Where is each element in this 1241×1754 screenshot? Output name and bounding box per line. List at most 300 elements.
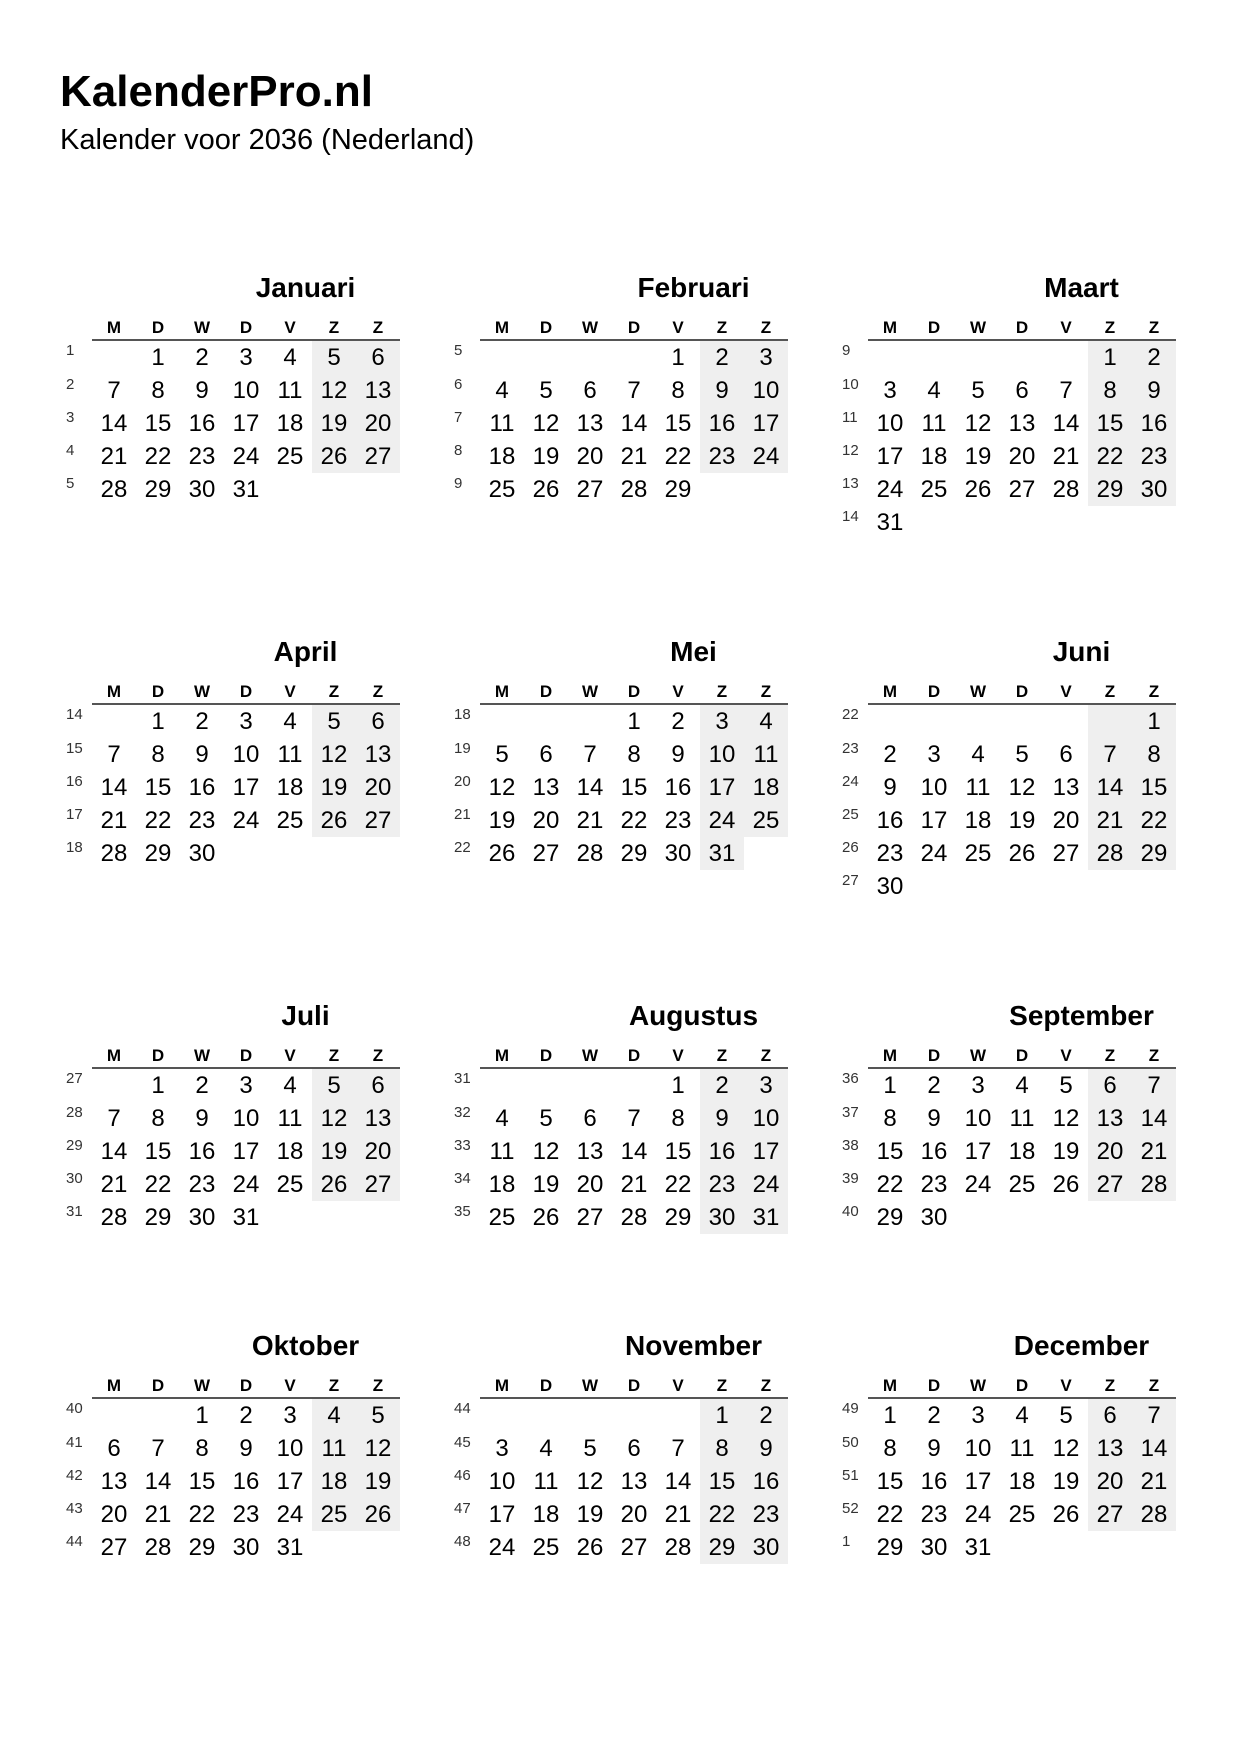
- empty-day: [1044, 870, 1088, 903]
- empty-day: [956, 1201, 1000, 1234]
- week-row: [836, 473, 1176, 506]
- day: 9: [195, 740, 209, 768]
- weekend-day: 15: [700, 1465, 744, 1498]
- week-row: [448, 1068, 788, 1102]
- weekend-day: 12: [312, 1102, 356, 1135]
- weekday-header: D: [612, 317, 656, 340]
- day: 30: [664, 839, 692, 867]
- week-row: [448, 1465, 788, 1498]
- weekday-header: W: [180, 1045, 224, 1068]
- day: 16: [188, 1137, 216, 1165]
- day: 4: [539, 1434, 553, 1462]
- day: 1: [151, 707, 165, 735]
- week-number: 33: [454, 1137, 471, 1154]
- month-title: Maart: [1044, 272, 1119, 303]
- weekend-day: 5: [312, 704, 356, 738]
- day: 13: [532, 773, 560, 801]
- day: 22: [144, 442, 172, 470]
- weekend-day: 3: [700, 704, 744, 738]
- weekday-header: V: [656, 1375, 700, 1398]
- day: 30: [920, 1533, 948, 1561]
- week-row: [448, 1398, 788, 1432]
- week-number: 39: [842, 1170, 859, 1187]
- weekday-header: D: [612, 1375, 656, 1398]
- day: 24: [876, 475, 904, 503]
- empty-day: [612, 1068, 656, 1102]
- day: 17: [920, 806, 948, 834]
- week-row: [448, 804, 788, 837]
- day: 14: [664, 1467, 692, 1495]
- weekday-header: Z: [356, 681, 400, 704]
- week-number: 45: [454, 1434, 471, 1451]
- day: 10: [964, 1104, 992, 1132]
- week-row: [60, 340, 400, 374]
- day: 12: [532, 409, 560, 437]
- weekday-header: M: [92, 1375, 136, 1398]
- empty-day: [268, 1201, 312, 1234]
- day: 8: [671, 376, 685, 404]
- week-row: [60, 473, 400, 506]
- empty-day: [1044, 1531, 1088, 1564]
- day: 19: [964, 442, 992, 470]
- day: 10: [876, 409, 904, 437]
- day: 28: [144, 1533, 172, 1561]
- day: 6: [1059, 740, 1073, 768]
- week-row: [448, 340, 788, 374]
- month-title: Augustus: [628, 1000, 759, 1031]
- weekend-day: 6: [356, 1068, 400, 1102]
- day: 6: [627, 1434, 641, 1462]
- weekend-day: 2: [700, 1068, 744, 1102]
- day: 9: [195, 1104, 209, 1132]
- empty-day: [312, 837, 356, 870]
- weekend-day: 19: [312, 771, 356, 804]
- month-table: [448, 1375, 788, 1564]
- week-row: [60, 1068, 400, 1102]
- day: 19: [1052, 1467, 1080, 1495]
- day: 4: [495, 376, 509, 404]
- day: 18: [488, 442, 516, 470]
- day: 29: [144, 475, 172, 503]
- day: 9: [927, 1104, 941, 1132]
- weekend-day: 16: [744, 1465, 788, 1498]
- weekday-header: W: [568, 1045, 612, 1068]
- week-number: 4: [66, 442, 75, 459]
- day: 8: [195, 1434, 209, 1462]
- weekend-day: 2: [700, 340, 744, 374]
- weekend-day: 26: [312, 1168, 356, 1201]
- day: 3: [927, 740, 941, 768]
- weekday-header: V: [656, 1045, 700, 1068]
- weekday-header: M: [480, 317, 524, 340]
- day: 22: [144, 806, 172, 834]
- weekday-header: D: [136, 317, 180, 340]
- weekday-header: D: [1000, 681, 1044, 704]
- empty-day: [268, 473, 312, 506]
- weekday-header: M: [868, 317, 912, 340]
- day: 28: [1052, 475, 1080, 503]
- day: 9: [927, 1434, 941, 1462]
- day: 12: [576, 1467, 604, 1495]
- weekday-header: Z: [700, 317, 744, 340]
- weekend-day: 9: [744, 1432, 788, 1465]
- week-row: [60, 1432, 400, 1465]
- empty-day: [1088, 870, 1132, 903]
- week-row: [60, 374, 400, 407]
- day: 4: [971, 740, 985, 768]
- day: 23: [876, 839, 904, 867]
- week-number: 43: [66, 1500, 83, 1517]
- day: 20: [576, 1170, 604, 1198]
- day: 18: [1008, 1137, 1036, 1165]
- day: 29: [664, 1203, 692, 1231]
- weekend-day: 25: [312, 1498, 356, 1531]
- month-title: November: [625, 1330, 762, 1361]
- day: 3: [283, 1401, 297, 1429]
- day: 13: [576, 409, 604, 437]
- weekday-header: D: [612, 681, 656, 704]
- week-number: 27: [842, 872, 859, 889]
- weekday-header: M: [480, 1045, 524, 1068]
- day: 7: [627, 376, 641, 404]
- empty-day: [1088, 506, 1132, 539]
- day: 7: [1059, 376, 1073, 404]
- week-number: 19: [454, 740, 471, 757]
- day: 5: [539, 1104, 553, 1132]
- month-table: [448, 681, 788, 870]
- weekday-header: D: [1000, 1045, 1044, 1068]
- week-number: 30: [66, 1170, 83, 1187]
- weekday-header: Z: [1088, 317, 1132, 340]
- weekend-day: 7: [1088, 738, 1132, 771]
- weekday-header: Z: [700, 681, 744, 704]
- empty-day: [912, 506, 956, 539]
- month-table: [836, 1045, 1176, 1234]
- weekend-day: 23: [700, 1168, 744, 1201]
- day: 6: [583, 1104, 597, 1132]
- day: 27: [576, 475, 604, 503]
- week-row: [448, 374, 788, 407]
- weekend-day: 20: [1088, 1465, 1132, 1498]
- day: 9: [883, 773, 897, 801]
- empty-day: [524, 704, 568, 738]
- weekend-day: 21: [1088, 804, 1132, 837]
- day: 27: [620, 1533, 648, 1561]
- weekday-header: Z: [1088, 681, 1132, 704]
- weekend-day: 31: [744, 1201, 788, 1234]
- day: 5: [1015, 740, 1029, 768]
- month-title: December: [1013, 1330, 1150, 1361]
- week-number: 52: [842, 1500, 859, 1517]
- day: 11: [1009, 1104, 1035, 1132]
- week-row: [836, 1102, 1176, 1135]
- weekend-day: 12: [356, 1432, 400, 1465]
- day: 10: [920, 773, 948, 801]
- day: 15: [188, 1467, 216, 1495]
- day: 17: [876, 442, 904, 470]
- weekday-header: W: [956, 317, 1000, 340]
- week-number: 22: [454, 839, 471, 856]
- week-row: [448, 440, 788, 473]
- day: 3: [239, 707, 253, 735]
- empty-day: [480, 1398, 524, 1432]
- day: 2: [927, 1401, 941, 1429]
- weekday-header: D: [224, 317, 268, 340]
- day: 18: [1008, 1467, 1036, 1495]
- day: 13: [1052, 773, 1080, 801]
- day: 26: [532, 1203, 560, 1231]
- weekend-day: 15: [1088, 407, 1132, 440]
- day: 6: [107, 1434, 121, 1462]
- week-number: 10: [842, 376, 859, 393]
- day: 2: [195, 707, 209, 735]
- day: 16: [920, 1137, 948, 1165]
- day: 3: [239, 343, 253, 371]
- day: 9: [671, 740, 685, 768]
- week-row: [836, 1398, 1176, 1432]
- day: 14: [100, 1137, 128, 1165]
- day: 12: [964, 409, 992, 437]
- week-row: [448, 771, 788, 804]
- weekend-day: 6: [1088, 1068, 1132, 1102]
- week-number-header: [448, 317, 480, 340]
- day: 7: [107, 740, 121, 768]
- week-number: 8: [454, 442, 463, 459]
- empty-day: [956, 704, 1000, 738]
- day: 21: [144, 1500, 172, 1528]
- day: 29: [144, 1203, 172, 1231]
- weekday-header: W: [180, 681, 224, 704]
- empty-day: [312, 473, 356, 506]
- empty-day: [656, 1398, 700, 1432]
- day: 13: [100, 1467, 128, 1495]
- day: 4: [927, 376, 941, 404]
- day: 19: [532, 1170, 560, 1198]
- weekend-day: 13: [356, 1102, 400, 1135]
- day: 1: [671, 343, 685, 371]
- weekday-header: Z: [744, 1375, 788, 1398]
- empty-day: [1088, 1201, 1132, 1234]
- day: 13: [576, 1137, 604, 1165]
- week-number-header: [60, 681, 92, 704]
- week-row: [448, 1135, 788, 1168]
- day: 7: [671, 1434, 685, 1462]
- weekend-day: 28: [1132, 1498, 1176, 1531]
- weekend-day: 23: [700, 440, 744, 473]
- weekday-header: D: [612, 1045, 656, 1068]
- day: 24: [920, 839, 948, 867]
- week-number: 3: [66, 409, 75, 426]
- week-row: [60, 440, 400, 473]
- weekend-day: 11: [312, 1432, 356, 1465]
- day: 11: [277, 740, 303, 768]
- week-row: [836, 440, 1176, 473]
- day: 31: [232, 475, 260, 503]
- weekday-header: Z: [312, 1375, 356, 1398]
- day: 24: [276, 1500, 304, 1528]
- weekend-day: 16: [700, 407, 744, 440]
- day: 15: [664, 409, 692, 437]
- weekend-day: 14: [1088, 771, 1132, 804]
- weekend-day: 27: [1088, 1498, 1132, 1531]
- weekend-day: 21: [1132, 1465, 1176, 1498]
- day: 29: [664, 475, 692, 503]
- empty-day: [1000, 870, 1044, 903]
- day: 27: [100, 1533, 128, 1561]
- weekday-header: Z: [1132, 317, 1176, 340]
- week-number: 31: [454, 1070, 471, 1087]
- day: 28: [100, 839, 128, 867]
- weekday-header: D: [224, 1045, 268, 1068]
- weekday-header: D: [912, 317, 956, 340]
- day: 30: [876, 872, 904, 900]
- day: 8: [627, 740, 641, 768]
- weekend-day: 22: [1132, 804, 1176, 837]
- weekend-day: 4: [312, 1398, 356, 1432]
- weekend-day: 17: [744, 407, 788, 440]
- weekend-day: 29: [1132, 837, 1176, 870]
- day: 15: [144, 773, 172, 801]
- day: 29: [876, 1533, 904, 1561]
- week-number: 40: [842, 1203, 859, 1220]
- day: 31: [276, 1533, 304, 1561]
- day: 25: [920, 475, 948, 503]
- weekday-header: Z: [1132, 1375, 1176, 1398]
- week-row: [60, 837, 400, 870]
- empty-day: [224, 837, 268, 870]
- day: 3: [239, 1071, 253, 1099]
- weekday-header: Z: [744, 317, 788, 340]
- weekday-header: V: [1044, 681, 1088, 704]
- month-table: [448, 317, 788, 506]
- day: 18: [276, 1137, 304, 1165]
- weekday-header: Z: [356, 1045, 400, 1068]
- empty-day: [956, 340, 1000, 374]
- month-title: Juni: [1052, 636, 1111, 667]
- day: 23: [920, 1170, 948, 1198]
- weekend-day: 9: [700, 374, 744, 407]
- empty-day: [1132, 1201, 1176, 1234]
- week-number: 24: [842, 773, 859, 790]
- day: 26: [964, 475, 992, 503]
- weekday-header: V: [268, 681, 312, 704]
- weekday-header: D: [524, 1045, 568, 1068]
- week-row: [448, 1498, 788, 1531]
- week-number: 48: [454, 1533, 471, 1550]
- week-number: 2: [66, 376, 75, 393]
- day: 4: [283, 707, 297, 735]
- week-row: [60, 771, 400, 804]
- empty-day: [1044, 704, 1088, 738]
- week-number: 5: [454, 342, 463, 359]
- weekend-day: 19: [312, 407, 356, 440]
- day: 7: [107, 1104, 121, 1132]
- day: 14: [1052, 409, 1080, 437]
- day: 20: [576, 442, 604, 470]
- day: 1: [671, 1071, 685, 1099]
- day: 25: [488, 475, 516, 503]
- weekday-header: W: [956, 1375, 1000, 1398]
- week-row: [836, 870, 1176, 903]
- day: 13: [1008, 409, 1036, 437]
- weekday-header: W: [180, 1375, 224, 1398]
- day: 9: [195, 376, 209, 404]
- week-number: 9: [842, 342, 851, 359]
- day: 2: [239, 1401, 253, 1429]
- week-number: 14: [842, 508, 859, 525]
- weekday-header: M: [868, 1045, 912, 1068]
- week-number: 25: [842, 806, 859, 823]
- week-number: 40: [66, 1400, 83, 1417]
- week-row: [60, 1498, 400, 1531]
- day: 23: [232, 1500, 260, 1528]
- weekend-day: 14: [1132, 1432, 1176, 1465]
- weekday-header: V: [1044, 1375, 1088, 1398]
- empty-day: [956, 506, 1000, 539]
- day: 26: [1052, 1500, 1080, 1528]
- week-number: 12: [842, 442, 859, 459]
- weekday-header: M: [480, 1375, 524, 1398]
- weekday-header: V: [656, 681, 700, 704]
- day: 2: [195, 343, 209, 371]
- weekend-day: 20: [1088, 1135, 1132, 1168]
- week-row: [448, 1102, 788, 1135]
- day: 17: [964, 1467, 992, 1495]
- weekday-header: W: [180, 317, 224, 340]
- day: 16: [188, 409, 216, 437]
- day: 4: [495, 1104, 509, 1132]
- weekend-day: 14: [1132, 1102, 1176, 1135]
- week-number: 20: [454, 773, 471, 790]
- day: 26: [488, 839, 516, 867]
- empty-day: [92, 1398, 136, 1432]
- weekend-day: 23: [744, 1498, 788, 1531]
- day: 18: [276, 409, 304, 437]
- empty-day: [1088, 1531, 1132, 1564]
- weekend-day: 7: [1132, 1068, 1176, 1102]
- day: 12: [532, 1137, 560, 1165]
- day: 30: [188, 839, 216, 867]
- week-number: 26: [842, 839, 859, 856]
- day: 5: [1059, 1071, 1073, 1099]
- day: 1: [627, 707, 641, 735]
- day: 21: [100, 1170, 128, 1198]
- weekday-header: Z: [700, 1375, 744, 1398]
- empty-day: [1044, 506, 1088, 539]
- empty-day: [1000, 1201, 1044, 1234]
- week-number: 37: [842, 1104, 859, 1121]
- day: 11: [921, 409, 947, 437]
- weekend-day: 20: [356, 771, 400, 804]
- day: 26: [532, 475, 560, 503]
- day: 19: [532, 442, 560, 470]
- weekday-header: Z: [312, 1045, 356, 1068]
- weekday-header: D: [224, 1375, 268, 1398]
- day: 11: [277, 1104, 303, 1132]
- day: 16: [188, 773, 216, 801]
- day: 22: [876, 1170, 904, 1198]
- empty-day: [524, 1398, 568, 1432]
- weekday-header: W: [956, 681, 1000, 704]
- week-row: [836, 804, 1176, 837]
- weekday-header: D: [912, 681, 956, 704]
- weekday-header: M: [92, 317, 136, 340]
- week-number: 13: [842, 475, 859, 492]
- day: 31: [876, 508, 904, 536]
- week-number: 46: [454, 1467, 471, 1484]
- day: 2: [195, 1071, 209, 1099]
- weekend-day: 10: [744, 1102, 788, 1135]
